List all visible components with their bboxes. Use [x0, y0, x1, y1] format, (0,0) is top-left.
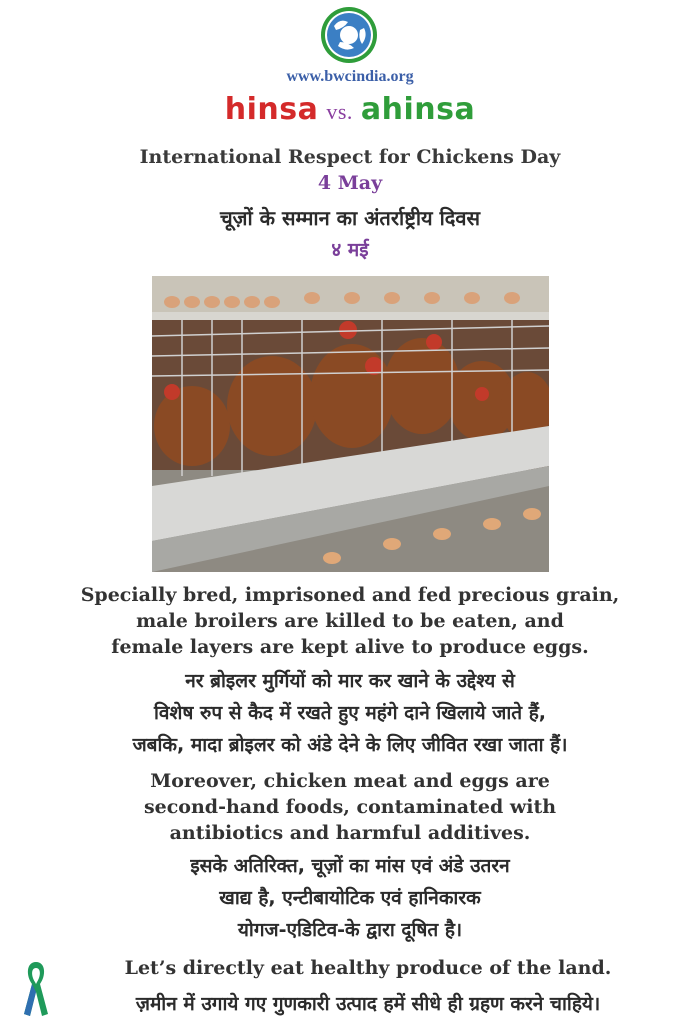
caged-hens-photo — [152, 276, 549, 572]
hindi-date: ४ मई — [331, 239, 369, 261]
paragraph2-english-line: Moreover, chicken meat and eggs are — [150, 770, 550, 792]
closing-english: Let’s directly eat healthy produce of the land. — [124, 957, 612, 979]
paragraph2-hindi-line: इसके अतिरिक्त, चूज़ों का मांस एवं अंडे उतरन — [190, 855, 510, 877]
hinsa-word: hinsa — [224, 92, 319, 127]
paragraph1-hindi — [0, 665, 700, 761]
paragraph2-hindi-line: योगज-एडिटिव-के द्वारा दूषित है। — [237, 919, 463, 941]
paragraph2-english-line: antibiotics and harmful additives. — [169, 822, 531, 844]
paragraph2-english-line: second-hand foods, contaminated with — [143, 796, 557, 818]
english-date: 4 May — [317, 172, 383, 194]
paragraph2-hindi-line: खाद्य है, एन्टीबायोटिक एवं हानिकारक — [219, 887, 481, 909]
paragraph2-hindi — [0, 850, 700, 946]
paragraph2-english — [0, 768, 700, 846]
paragraph1-english — [0, 582, 700, 660]
vs-word: vs. — [326, 99, 353, 124]
paragraph1-english-line: Specially bred, imprisoned and fed precious grain, — [80, 584, 620, 606]
hindi-title: चूज़ों के सम्मान का अंतर्राष्ट्रीय दिवस — [219, 206, 481, 230]
paragraph1-english-line: female layers are kept alive to produce eggs. — [111, 636, 589, 658]
paragraph1-hindi-line: नर ब्रोइलर मुर्गियों को मार कर खाने के उद्देश्य से — [185, 670, 515, 692]
closing-hindi: ज़मीन में उगाये गए गुणकारी उत्पाद हमें सीधे ही ग्रहण करने चाहिये। — [135, 993, 601, 1015]
bwc-logo-icon — [320, 6, 378, 64]
paragraph1-hindi-line: जबकि, मादा ब्रोइलर को अंडे देने के लिए जीवित रखा जाता हैं। — [132, 734, 568, 756]
website-url[interactable]: www.bwcindia.org — [286, 68, 414, 85]
paragraph1-hindi-line: विशेष रुप से कैद में रखते हुए महंगे दाने खिलाये जाते हैं, — [153, 702, 547, 724]
hinsa-vs-ahinsa-tagline — [0, 92, 700, 127]
english-title: International Respect for Chickens Day — [139, 146, 561, 168]
paragraph1-english-line: male broilers are killed to be eaten, and — [136, 610, 564, 632]
ahinsa-word: ahinsa — [360, 92, 476, 127]
